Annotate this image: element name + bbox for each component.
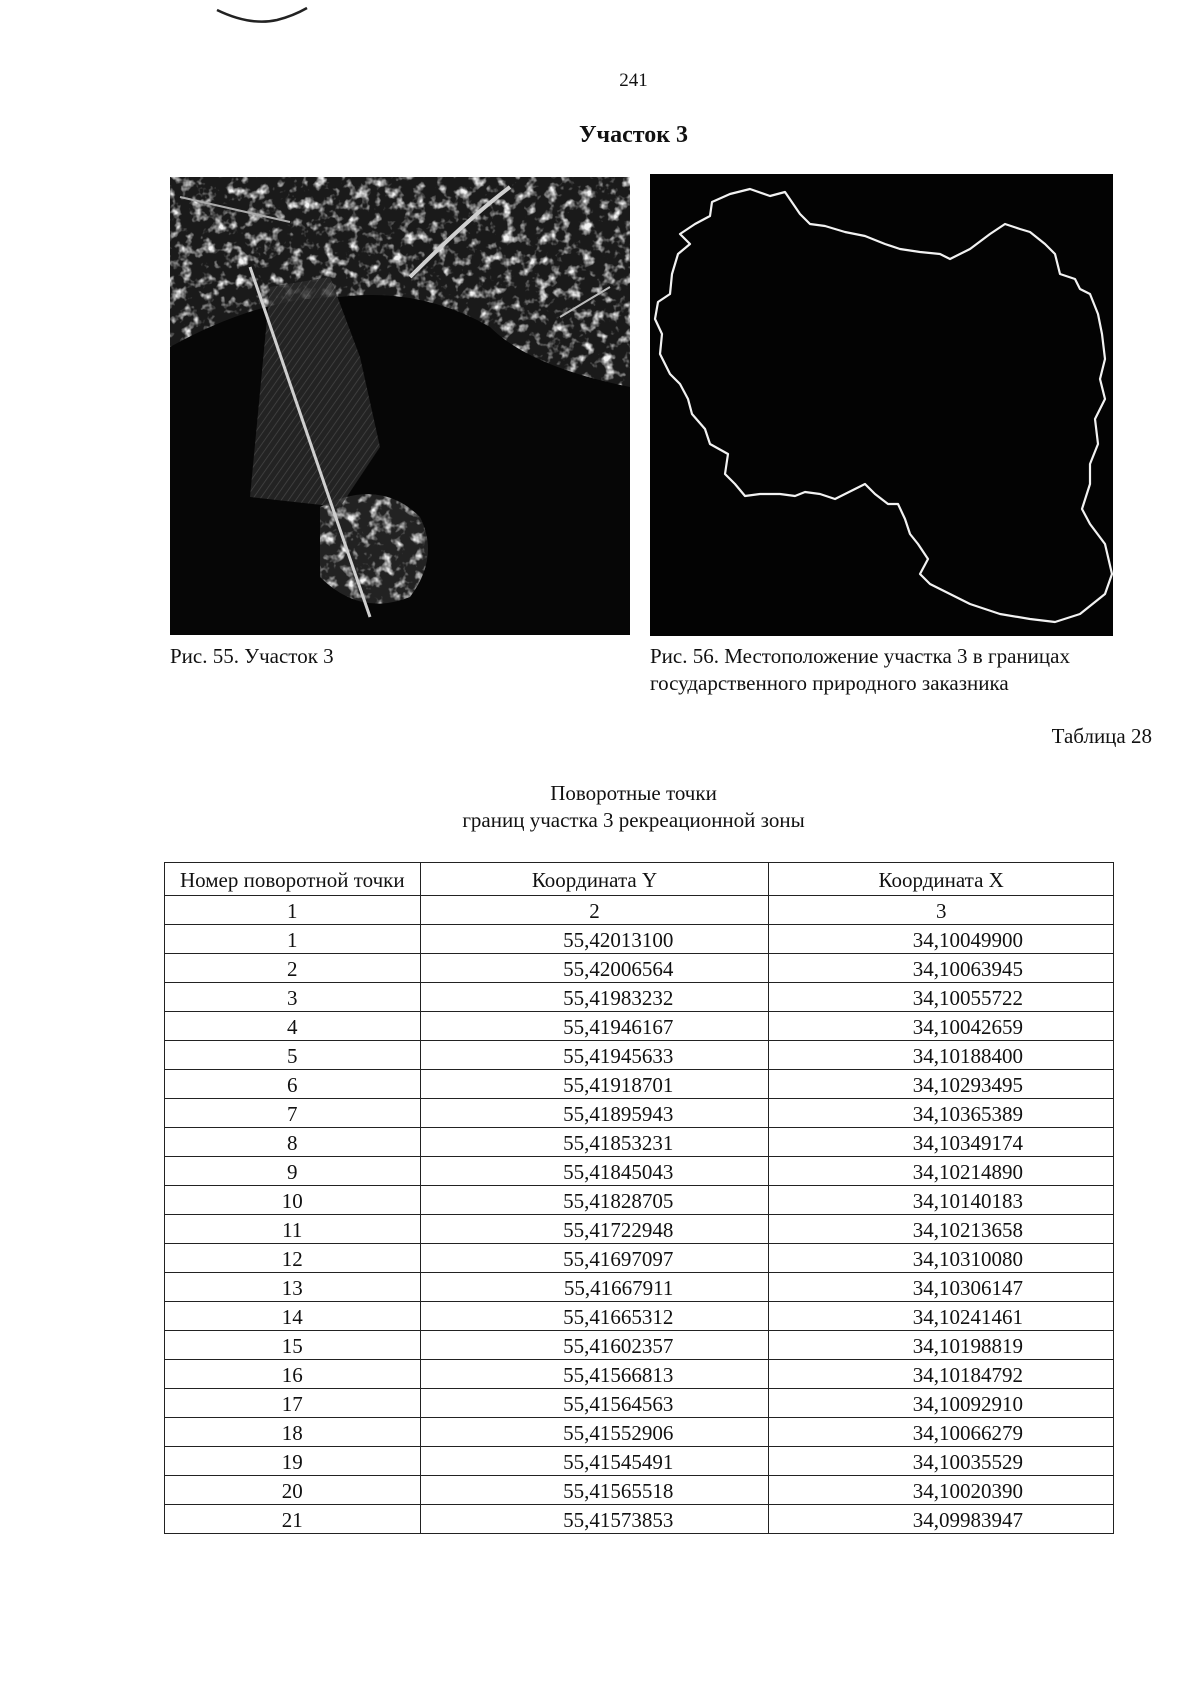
point-number-cell: 11 [165,1215,421,1244]
header-point-number: Номер поворотной точки [165,863,421,896]
table-row [165,1505,1114,1534]
coordinate-x-cell: 34,10214890 [769,1157,1114,1186]
point-number-cell: 17 [165,1389,421,1418]
coordinate-y-cell: 55,41602357 [420,1331,769,1360]
scan-mark-line [215,4,315,26]
turning-points-table [164,862,1114,1534]
figure-56-caption-line-2: государственного природного заказника [650,671,1009,695]
point-number-cell: 20 [165,1476,421,1505]
figure-55-caption: Рис. 55. Участок 3 [170,644,334,668]
coordinate-y-cell: 55,41853231 [420,1128,769,1157]
point-number-cell: 7 [165,1099,421,1128]
table-row [165,1360,1114,1389]
coordinate-y-cell: 55,41946167 [420,1012,769,1041]
coordinate-x-cell: 34,10188400 [769,1041,1114,1070]
table-row [165,1331,1114,1360]
table-title-line-1: Поворотные точки [550,781,717,805]
figure-56-caption-line-1: Рис. 56. Местоположение участка 3 в границах [650,644,1070,668]
coordinate-x-cell: 34,10042659 [769,1012,1114,1041]
table-row [165,1186,1114,1215]
point-number-cell: 18 [165,1418,421,1447]
coordinate-x-cell: 34,10241461 [769,1302,1114,1331]
coordinate-y-cell: 55,41918701 [420,1070,769,1099]
coordinate-x-cell: 34,10293495 [769,1070,1114,1099]
coordinate-y-cell: 55,41667911 [420,1273,769,1302]
coordinate-x-cell: 34,10310080 [769,1244,1114,1273]
point-number-cell: 8 [165,1128,421,1157]
table-row [165,1215,1114,1244]
point-number-cell: 14 [165,1302,421,1331]
coordinate-x-cell: 34,10365389 [769,1099,1114,1128]
coordinate-y-cell: 55,41552906 [420,1418,769,1447]
coordinate-y-cell: 55,42006564 [420,954,769,983]
table-row [165,983,1114,1012]
table-row [165,954,1114,983]
coordinate-x-cell: 34,10349174 [769,1128,1114,1157]
point-number-cell: 21 [165,1505,421,1534]
location-map-figure [650,174,1113,636]
table-row [165,1418,1114,1447]
point-number-cell: 6 [165,1070,421,1099]
column-number-row [165,896,1114,925]
coordinate-y-cell: 55,41564563 [420,1389,769,1418]
column-number-1: 1 [165,896,421,925]
table-row [165,1070,1114,1099]
coordinate-y-cell: 55,41895943 [420,1099,769,1128]
coordinate-y-cell: 55,41697097 [420,1244,769,1273]
coordinate-x-cell: 34,10063945 [769,954,1114,983]
table-label: Таблица 28 [1051,724,1152,748]
point-number-cell: 10 [165,1186,421,1215]
table-row [165,1302,1114,1331]
table-row [165,1389,1114,1418]
table-row [165,1157,1114,1186]
coordinate-x-cell: 34,10066279 [769,1418,1114,1447]
coordinate-y-cell: 55,41545491 [420,1447,769,1476]
coordinate-x-cell: 34,09983947 [769,1505,1114,1534]
coordinate-y-cell: 55,41566813 [420,1360,769,1389]
aerial-photo-image [170,177,630,635]
point-number-cell: 3 [165,983,421,1012]
point-number-cell: 13 [165,1273,421,1302]
coordinate-x-cell: 34,10198819 [769,1331,1114,1360]
coordinate-x-cell: 34,10140183 [769,1186,1114,1215]
figure-56-caption [650,643,1170,697]
coordinate-x-cell: 34,10306147 [769,1273,1114,1302]
header-coordinate-x: Координата X [769,863,1114,896]
table-header-row [165,863,1114,896]
point-number-cell: 16 [165,1360,421,1389]
table-row [165,1447,1114,1476]
coordinate-x-cell: 34,10049900 [769,925,1114,954]
point-number-cell: 2 [165,954,421,983]
coordinate-y-cell: 55,41665312 [420,1302,769,1331]
coordinate-x-cell: 34,10020390 [769,1476,1114,1505]
coordinate-x-cell: 34,10092910 [769,1389,1114,1418]
coordinate-y-cell: 55,41565518 [420,1476,769,1505]
point-number-cell: 15 [165,1331,421,1360]
table-row [165,1273,1114,1302]
point-number-cell: 9 [165,1157,421,1186]
point-number-cell: 5 [165,1041,421,1070]
page-number: 241 [619,70,648,91]
column-number-2: 2 [420,896,769,925]
coordinate-x-cell: 34,10035529 [769,1447,1114,1476]
table-row [165,925,1114,954]
table-row [165,1099,1114,1128]
coordinate-x-cell: 34,10213658 [769,1215,1114,1244]
table-row [165,1476,1114,1505]
coordinate-y-cell: 55,41828705 [420,1186,769,1215]
table-row [165,1041,1114,1070]
point-number-cell: 19 [165,1447,421,1476]
header-coordinate-y: Координата Y [420,863,769,896]
point-number-cell: 4 [165,1012,421,1041]
coordinate-x-cell: 34,10055722 [769,983,1114,1012]
coordinate-y-cell: 55,41845043 [420,1157,769,1186]
table-row [165,1012,1114,1041]
table-row [165,1128,1114,1157]
column-number-3: 3 [769,896,1114,925]
table-row [165,1244,1114,1273]
coordinate-y-cell: 55,42013100 [420,925,769,954]
table-title-line-2: границ участка 3 рекреационной зоны [462,808,805,832]
coordinate-y-cell: 55,41573853 [420,1505,769,1534]
boundary-outline-map [650,174,1113,636]
aerial-photo-figure [170,177,630,635]
table-title [0,780,1200,834]
section-title: Участок 3 [578,122,689,148]
coordinate-x-cell: 34,10184792 [769,1360,1114,1389]
point-number-cell: 12 [165,1244,421,1273]
point-number-cell: 1 [165,925,421,954]
coordinate-y-cell: 55,41722948 [420,1215,769,1244]
coordinate-y-cell: 55,41945633 [420,1041,769,1070]
coordinate-y-cell: 55,41983232 [420,983,769,1012]
